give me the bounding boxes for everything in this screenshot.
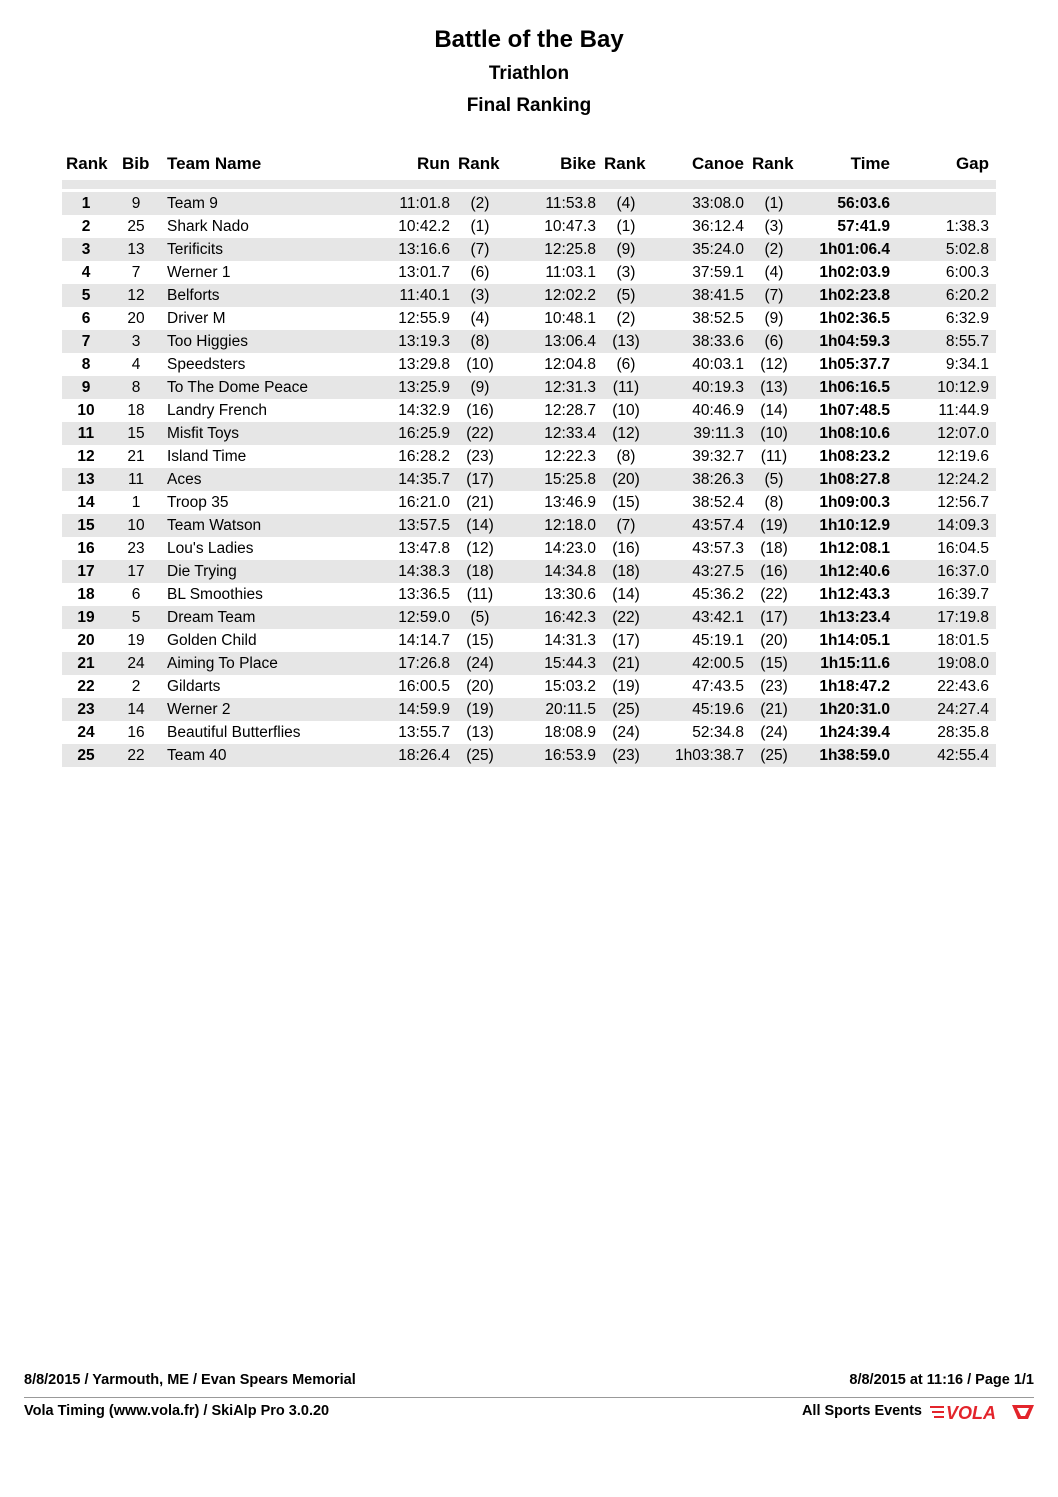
cell-run-time: 14:14.7: [398, 632, 450, 649]
cell-bike-time: 10:48.1: [544, 310, 596, 327]
cell-bike-time: 20:11.5: [545, 701, 596, 718]
cell-bib: 7: [131, 264, 141, 281]
cell-team-name: Misfit Toys: [167, 425, 240, 442]
cell-gap: 14:09.3: [937, 517, 989, 534]
cell-rank: 18: [77, 586, 95, 603]
cell-bike-rank: (23): [612, 747, 640, 764]
cell-bike-time: 15:44.3: [544, 655, 596, 672]
cell-run-time: 14:35.7: [398, 471, 450, 488]
cell-canoe-time: 40:46.9: [692, 402, 744, 419]
cell-bike-time: 12:31.3: [544, 379, 596, 396]
cell-run-rank: (16): [466, 402, 494, 419]
cell-bike-rank: (16): [612, 540, 640, 557]
cell-rank: 9: [81, 379, 91, 396]
cell-bib: 1: [131, 494, 141, 511]
footer-page-info: 8/8/2015 at 11:16 / Page 1/1: [849, 1372, 1034, 1388]
cell-rank: 10: [77, 402, 95, 419]
cell-canoe-time: 42:00.5: [692, 655, 744, 672]
cell-bib: 25: [127, 218, 145, 235]
cell-gap: 12:56.7: [937, 494, 989, 511]
cell-canoe-time: 45:36.2: [692, 586, 744, 603]
cell-gap: 9:34.1: [945, 356, 989, 373]
cell-gap: 16:37.0: [937, 563, 989, 580]
cell-total-time: 1h12:40.6: [819, 563, 890, 580]
cell-total-time: 1h01:06.4: [819, 241, 890, 258]
cell-run-time: 17:26.8: [398, 655, 450, 672]
cell-gap: 28:35.8: [937, 724, 989, 741]
cell-team-name: Beautiful Butterflies: [167, 724, 301, 741]
cell-gap: 19:08.0: [937, 655, 989, 672]
cell-canoe-time: 40:19.3: [692, 379, 744, 396]
cell-bike-time: 12:18.0: [544, 517, 596, 534]
cell-run-time: 16:21.0: [398, 494, 450, 511]
cell-total-time: 1h24:39.4: [819, 724, 890, 741]
cell-team-name: Werner 2: [167, 701, 231, 718]
cell-bike-rank: (25): [612, 701, 640, 718]
cell-canoe-time: 38:52.4: [692, 494, 744, 511]
cell-run-rank: (19): [466, 701, 494, 718]
cell-bike-time: 10:47.3: [544, 218, 596, 235]
cell-gap: 1:38.3: [945, 218, 989, 235]
cell-bib: 13: [127, 241, 145, 258]
cell-run-rank: (5): [470, 609, 490, 626]
cell-canoe-rank: (1): [764, 195, 784, 212]
cell-canoe-rank: (18): [760, 540, 788, 557]
cell-run-time: 14:32.9: [398, 402, 450, 419]
cell-total-time: 1h02:36.5: [819, 310, 890, 327]
cell-canoe-rank: (6): [764, 333, 784, 350]
cell-canoe-rank: (13): [760, 379, 788, 396]
cell-bib: 18: [127, 402, 145, 419]
cell-run-time: 12:55.9: [398, 310, 450, 327]
cell-bib: 12: [127, 287, 145, 304]
col-header-gap: Gap: [955, 154, 989, 173]
cell-canoe-rank: (4): [764, 264, 784, 281]
cell-canoe-time: 38:52.5: [692, 310, 744, 327]
cell-canoe-time: 43:42.1: [692, 609, 744, 626]
cell-rank: 13: [77, 471, 95, 488]
footer-organizer: All Sports Events: [801, 1403, 922, 1419]
cell-gap: 42:55.4: [937, 747, 989, 764]
col-header-bike: Bike: [560, 154, 596, 173]
cell-canoe-rank: (8): [764, 494, 784, 511]
cell-canoe-time: 36:12.4: [692, 218, 744, 235]
cell-bike-rank: (6): [616, 356, 636, 373]
cell-canoe-time: 45:19.1: [692, 632, 744, 649]
cell-bike-time: 13:30.6: [544, 586, 596, 603]
cell-canoe-rank: (24): [760, 724, 788, 741]
cell-bib: 19: [127, 632, 145, 649]
cell-team-name: Terificits: [167, 241, 223, 258]
cell-bike-rank: (12): [612, 425, 640, 442]
cell-team-name: Too Higgies: [167, 333, 248, 350]
cell-rank: 25: [77, 747, 95, 764]
cell-bike-time: 11:53.8: [545, 195, 596, 212]
cell-run-rank: (1): [470, 218, 490, 235]
cell-run-time: 16:25.9: [398, 425, 450, 442]
cell-run-rank: (13): [466, 724, 494, 741]
cell-bike-time: 15:25.8: [544, 471, 596, 488]
cell-rank: 7: [81, 333, 91, 350]
cell-bike-rank: (24): [612, 724, 640, 741]
cell-bike-time: 12:02.2: [544, 287, 596, 304]
cell-total-time: 1h06:16.5: [819, 379, 890, 396]
svg-text:VOLA: VOLA: [946, 1403, 997, 1422]
cell-bib: 8: [131, 379, 141, 396]
cell-gap: 6:32.9: [945, 310, 989, 327]
cell-gap: 17:19.8: [937, 609, 989, 626]
vola-logo-icon: [930, 1402, 1034, 1422]
cell-run-rank: (20): [466, 678, 494, 695]
cell-run-rank: (18): [466, 563, 494, 580]
cell-bike-rank: (20): [612, 471, 640, 488]
footer-divider: [24, 1397, 1034, 1398]
cell-bike-time: 16:53.9: [544, 747, 596, 764]
cell-run-time: 13:57.5: [398, 517, 450, 534]
cell-bike-time: 12:22.3: [544, 448, 596, 465]
cell-canoe-time: 37:59.1: [692, 264, 744, 281]
cell-total-time: 1h02:03.9: [819, 264, 890, 281]
cell-run-rank: (21): [466, 494, 494, 511]
cell-total-time: 1h12:08.1: [819, 540, 890, 557]
cell-gap: 10:12.9: [937, 379, 989, 396]
cell-team-name: BL Smoothies: [167, 586, 263, 603]
cell-canoe-time: 52:34.8: [692, 724, 744, 741]
cell-bike-rank: (18): [612, 563, 640, 580]
cell-canoe-time: 43:57.4: [692, 517, 744, 534]
cell-gap: 12:24.2: [937, 471, 989, 488]
cell-team-name: Dream Team: [167, 609, 256, 626]
cell-run-time: 13:19.3: [398, 333, 450, 350]
cell-bike-rank: (3): [616, 264, 636, 281]
col-header-time: Time: [850, 154, 890, 173]
cell-total-time: 1h08:10.6: [819, 425, 890, 442]
cell-run-rank: (25): [466, 747, 494, 764]
cell-gap: 6:00.3: [945, 264, 989, 281]
cell-gap: 6:20.2: [945, 287, 989, 304]
cell-canoe-time: 35:24.0: [692, 241, 744, 258]
col-header-rank: Rank: [66, 154, 108, 173]
cell-rank: 11: [77, 425, 95, 442]
cell-bike-time: 14:34.8: [544, 563, 596, 580]
cell-team-name: Die Trying: [167, 563, 237, 580]
cell-run-time: 14:38.3: [398, 563, 450, 580]
cell-run-time: 16:00.5: [398, 678, 450, 695]
cell-canoe-rank: (25): [760, 747, 788, 764]
cell-gap: 24:27.4: [937, 701, 989, 718]
cell-bike-time: 13:46.9: [544, 494, 596, 511]
cell-total-time: 1h12:43.3: [819, 586, 890, 603]
cell-rank: 15: [77, 517, 95, 534]
cell-run-time: 11:01.8: [399, 195, 450, 212]
cell-canoe-rank: (3): [764, 218, 784, 235]
cell-rank: 22: [77, 678, 95, 695]
cell-bike-rank: (14): [612, 586, 640, 603]
cell-run-rank: (4): [470, 310, 490, 327]
cell-bib: 14: [127, 701, 145, 718]
cell-total-time: 1h08:23.2: [819, 448, 890, 465]
cell-canoe-rank: (11): [760, 448, 788, 465]
cell-total-time: 1h13:23.4: [819, 609, 890, 626]
cell-bike-time: 12:28.7: [544, 402, 596, 419]
cell-total-time: 1h07:48.5: [819, 402, 890, 419]
cell-bike-time: 18:08.9: [544, 724, 596, 741]
cell-bike-rank: (5): [616, 287, 636, 304]
cell-canoe-time: 43:27.5: [692, 563, 744, 580]
cell-bike-rank: (4): [616, 195, 636, 212]
cell-canoe-time: 38:26.3: [692, 471, 744, 488]
cell-rank: 8: [81, 356, 91, 373]
col-header-bib: Bib: [122, 154, 150, 173]
cell-bike-rank: (21): [612, 655, 640, 672]
cell-bib: 9: [131, 195, 141, 212]
cell-team-name: To The Dome Peace: [167, 379, 309, 396]
cell-team-name: Aiming To Place: [167, 655, 278, 672]
cell-team-name: Lou's Ladies: [167, 540, 254, 557]
cell-rank: 16: [77, 540, 95, 557]
cell-bib: 10: [127, 517, 145, 534]
cell-bib: 17: [127, 563, 145, 580]
cell-canoe-rank: (14): [760, 402, 788, 419]
col-header-run-rank: Rank: [458, 154, 500, 173]
cell-run-rank: (10): [466, 356, 494, 373]
cell-rank: 3: [81, 241, 91, 258]
cell-bike-time: 11:03.1: [545, 264, 596, 281]
cell-team-name: Gildarts: [167, 678, 221, 695]
cell-team-name: Werner 1: [167, 264, 231, 281]
cell-team-name: Belforts: [167, 287, 220, 304]
cell-bike-rank: (2): [616, 310, 636, 327]
cell-canoe-rank: (15): [760, 655, 788, 672]
cell-total-time: 1h08:27.8: [819, 471, 890, 488]
cell-run-rank: (2): [470, 195, 490, 212]
cell-canoe-time: 39:32.7: [692, 448, 744, 465]
col-header-run: Run: [416, 154, 450, 173]
cell-run-rank: (11): [466, 586, 494, 603]
cell-bike-time: 14:23.0: [544, 540, 596, 557]
cell-team-name: Island Time: [167, 448, 247, 465]
cell-bike-rank: (22): [612, 609, 640, 626]
cell-bike-rank: (11): [612, 379, 640, 396]
cell-run-rank: (24): [466, 655, 494, 672]
cell-total-time: 1h05:37.7: [819, 356, 890, 373]
cell-bib: 23: [127, 540, 145, 557]
cell-bike-rank: (7): [616, 517, 636, 534]
cell-bike-time: 13:06.4: [544, 333, 596, 350]
header-divider: [62, 180, 996, 189]
cell-canoe-rank: (12): [760, 356, 788, 373]
cell-rank: 17: [77, 563, 95, 580]
cell-run-time: 13:25.9: [398, 379, 450, 396]
cell-bike-rank: (10): [612, 402, 640, 419]
cell-bib: 6: [131, 586, 141, 603]
cell-team-name: Team 9: [167, 195, 218, 212]
cell-total-time: 1h09:00.3: [819, 494, 890, 511]
col-header-canoe-rank: Rank: [752, 154, 794, 173]
cell-run-time: 13:36.5: [398, 586, 450, 603]
cell-rank: 21: [77, 655, 95, 672]
cell-canoe-time: 47:43.5: [692, 678, 744, 695]
cell-total-time: 1h15:11.6: [820, 655, 890, 672]
cell-bike-time: 14:31.3: [544, 632, 596, 649]
cell-canoe-rank: (21): [760, 701, 788, 718]
cell-run-rank: (17): [466, 471, 494, 488]
cell-rank: 14: [77, 494, 95, 511]
cell-bike-rank: (15): [612, 494, 640, 511]
cell-total-time: 1h20:31.0: [819, 701, 890, 718]
cell-total-time: 57:41.9: [837, 218, 890, 235]
cell-bike-time: 15:03.2: [544, 678, 596, 695]
cell-run-time: 13:55.7: [398, 724, 450, 741]
cell-rank: 5: [81, 287, 91, 304]
cell-bike-rank: (8): [616, 448, 636, 465]
cell-canoe-time: 45:19.6: [692, 701, 744, 718]
cell-run-time: 10:42.2: [398, 218, 450, 235]
cell-gap: 16:04.5: [937, 540, 989, 557]
cell-team-name: Golden Child: [167, 632, 257, 649]
cell-canoe-rank: (5): [764, 471, 784, 488]
cell-rank: 1: [81, 195, 91, 212]
cell-bike-rank: (9): [616, 241, 636, 258]
cell-rank: 24: [77, 724, 95, 741]
cell-run-rank: (6): [470, 264, 490, 281]
cell-canoe-rank: (23): [760, 678, 788, 695]
cell-rank: 20: [77, 632, 95, 649]
cell-run-rank: (3): [470, 287, 490, 304]
cell-gap: 16:39.7: [937, 586, 989, 603]
cell-canoe-rank: (17): [760, 609, 788, 626]
cell-run-time: 14:59.9: [398, 701, 450, 718]
cell-rank: 23: [77, 701, 95, 718]
cell-run-rank: (14): [466, 517, 494, 534]
cell-bike-rank: (17): [612, 632, 640, 649]
cell-canoe-time: 39:11.3: [693, 425, 744, 442]
cell-rank: 4: [81, 264, 91, 281]
cell-bib: 24: [127, 655, 145, 672]
cell-bib: 5: [131, 609, 141, 626]
cell-canoe-time: 33:08.0: [692, 195, 744, 212]
cell-bib: 3: [131, 333, 141, 350]
cell-total-time: 1h38:59.0: [819, 747, 890, 764]
cell-run-time: 13:01.7: [398, 264, 450, 281]
cell-total-time: 1h18:47.2: [819, 678, 890, 695]
cell-total-time: 1h10:12.9: [819, 517, 890, 534]
cell-run-rank: (7): [470, 241, 490, 258]
cell-run-time: 13:29.8: [398, 356, 450, 373]
cell-run-rank: (12): [466, 540, 494, 557]
cell-team-name: Landry French: [167, 402, 267, 419]
cell-canoe-rank: (20): [760, 632, 788, 649]
cell-bib: 16: [127, 724, 145, 741]
cell-bib: 20: [127, 310, 145, 327]
cell-rank: 19: [77, 609, 95, 626]
cell-team-name: Aces: [167, 471, 202, 488]
cell-run-rank: (9): [470, 379, 490, 396]
cell-rank: 12: [77, 448, 95, 465]
cell-bib: 11: [127, 471, 145, 488]
cell-team-name: Troop 35: [167, 494, 229, 511]
cell-bike-time: 12:33.4: [544, 425, 596, 442]
cell-bike-time: 16:42.3: [544, 609, 596, 626]
cell-canoe-rank: (22): [760, 586, 788, 603]
cell-run-rank: (8): [470, 333, 490, 350]
cell-canoe-rank: (16): [760, 563, 788, 580]
cell-run-time: 11:40.1: [399, 287, 450, 304]
cell-run-rank: (22): [466, 425, 494, 442]
cell-bib: 22: [127, 747, 145, 764]
cell-run-rank: (15): [466, 632, 494, 649]
cell-bike-rank: (19): [612, 678, 640, 695]
page-subtitle: Triathlon: [488, 63, 570, 84]
cell-team-name: Shark Nado: [167, 218, 249, 235]
cell-run-time: 13:47.8: [398, 540, 450, 557]
cell-total-time: 1h04:59.3: [819, 333, 890, 350]
cell-run-time: 16:28.2: [398, 448, 450, 465]
cell-rank: 2: [81, 218, 91, 235]
cell-gap: 8:55.7: [945, 333, 989, 350]
cell-gap: 5:02.8: [945, 241, 989, 258]
col-header-canoe: Canoe: [692, 154, 744, 173]
cell-total-time: 1h02:23.8: [819, 287, 890, 304]
cell-team-name: Driver M: [167, 310, 226, 327]
cell-canoe-time: 40:03.1: [692, 356, 744, 373]
cell-total-time: 56:03.6: [837, 195, 890, 212]
cell-run-time: 13:16.6: [398, 241, 450, 258]
cell-canoe-rank: (2): [764, 241, 784, 258]
cell-bike-rank: (13): [612, 333, 640, 350]
cell-gap: 22:43.6: [937, 678, 989, 695]
footer-event-info: 8/8/2015 / Yarmouth, ME / Evan Spears Memorial: [24, 1372, 356, 1388]
cell-canoe-time: 1h03:38.7: [675, 747, 744, 764]
cell-bike-time: 12:25.8: [544, 241, 596, 258]
cell-bib: 4: [131, 356, 141, 373]
page-subtitle-ranking: Final Ranking: [466, 95, 592, 116]
cell-canoe-time: 43:57.3: [692, 540, 744, 557]
cell-canoe-time: 38:41.5: [692, 287, 744, 304]
page-title: Battle of the Bay: [434, 26, 624, 53]
cell-team-name: Speedsters: [167, 356, 246, 373]
cell-rank: 6: [81, 310, 91, 327]
cell-gap: 12:07.0: [937, 425, 989, 442]
cell-total-time: 1h14:05.1: [819, 632, 890, 649]
cell-gap: 18:01.5: [937, 632, 989, 649]
cell-gap: 12:19.6: [937, 448, 989, 465]
cell-canoe-rank: (9): [764, 310, 784, 327]
cell-team-name: Team Watson: [167, 517, 262, 534]
cell-canoe-time: 38:33.6: [692, 333, 744, 350]
cell-bib: 2: [131, 678, 141, 695]
cell-bike-time: 12:04.8: [544, 356, 596, 373]
cell-run-rank: (23): [466, 448, 494, 465]
cell-canoe-rank: (7): [764, 287, 784, 304]
cell-canoe-rank: (10): [760, 425, 788, 442]
cell-team-name: Team 40: [167, 747, 227, 764]
cell-bib: 15: [127, 425, 145, 442]
cell-run-time: 18:26.4: [398, 747, 450, 764]
col-header-team: Team Name: [167, 154, 262, 173]
col-header-bike-rank: Rank: [604, 154, 646, 173]
footer-software-info: Vola Timing (www.vola.fr) / SkiAlp Pro 3.0.20: [24, 1403, 330, 1419]
cell-gap: 11:44.9: [938, 402, 989, 419]
cell-bike-rank: (1): [616, 218, 636, 235]
cell-canoe-rank: (19): [760, 517, 788, 534]
cell-bib: 21: [127, 448, 145, 465]
cell-run-time: 12:59.0: [398, 609, 450, 626]
